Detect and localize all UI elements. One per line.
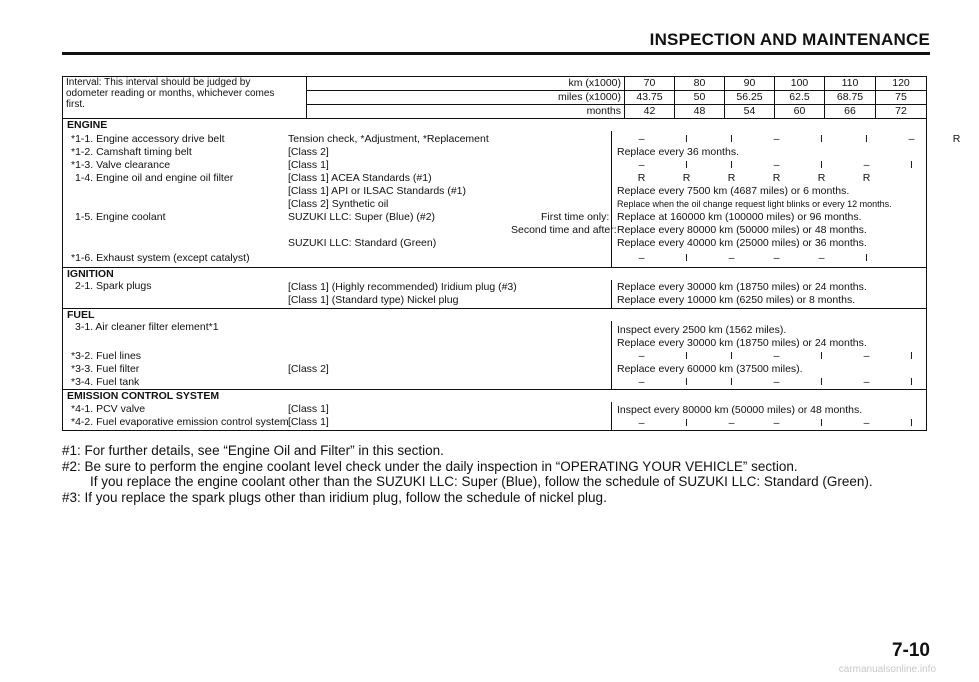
months-value: 42	[625, 105, 675, 119]
miles-value: 43.75	[625, 91, 675, 105]
schedule-text: Inspect every 80000 km (50000 miles) or 48 months.	[617, 404, 863, 416]
row-4-2-codes: – I – – I – I	[638, 417, 913, 429]
schedule-text: Replace at 160000 km (100000 miles) or 96 months.	[617, 211, 862, 223]
row-1-6-codes: – I – – – I	[638, 252, 868, 264]
emission-spec: [Class 1]	[288, 416, 329, 428]
fuel-section	[63, 309, 927, 390]
engine-section	[63, 119, 961, 268]
ignition-section	[63, 268, 927, 309]
fuel-item: 3-1. Air cleaner filter element*1	[75, 321, 219, 333]
engine-item: *1-3. Valve clearance	[71, 159, 171, 171]
emission-spec: [Class 1]	[288, 403, 329, 415]
fuel-spec: [Class 2]	[288, 363, 329, 375]
km-value: 120	[876, 77, 927, 91]
km-value: 80	[675, 77, 725, 91]
schedule-text: Replace every 7500 km (4687 miles) or 6 months.	[617, 185, 850, 197]
km-value: 70	[625, 77, 675, 91]
row-3-4-codes: – I I – I – I	[638, 376, 913, 388]
engine-spec: Tension check, *Adjustment, *Replacement	[288, 133, 489, 145]
schedule-text: Inspect every 2500 km (1562 miles).	[617, 324, 787, 336]
months-label: months	[307, 105, 625, 119]
row-3-2-codes: – I I – I – I	[638, 350, 913, 362]
schedule-text: Replace every 60000 km (37500 miles).	[617, 363, 803, 375]
emission-section	[63, 390, 927, 431]
miles-label: miles (x1000)	[307, 91, 625, 105]
engine-item: 1-4. Engine oil and engine oil filter	[75, 172, 234, 184]
engine-spec: [Class 1] API or ILSAC Standards (#1)	[288, 185, 466, 197]
engine-spec: [Class 1]	[288, 159, 329, 171]
engine-spec: [Class 1] ACEA Standards (#1)	[288, 172, 432, 184]
fuel-item: *3-3. Fuel filter	[71, 363, 140, 375]
footnotes	[62, 443, 942, 505]
months-value: 72	[876, 105, 927, 119]
engine-spec: [Class 2] Synthetic oil	[288, 198, 389, 210]
schedule-text: Replace when the oil change request light blinks or every 12 months.	[617, 199, 892, 209]
fuel-heading: FUEL	[67, 309, 95, 321]
schedule-text: Replace every 30000 km (18750 miles) or 24 months.	[617, 281, 867, 293]
maintenance-schedule-table	[62, 76, 961, 431]
footnote-1: #1: For further details, see “Engine Oil and Filter” in this section.	[62, 443, 444, 458]
engine-spec: SUZUKI LLC: Super (Blue) (#2)	[288, 211, 436, 223]
emission-heading: EMISSION CONTROL SYSTEM	[67, 390, 220, 402]
schedule-text: Replace every 10000 km (6250 miles) or 8 months.	[617, 294, 856, 306]
fuel-item: *3-4. Fuel tank	[71, 376, 140, 388]
footnote-2-continued: If you replace the engine coolant other than the SUZUKI LLC: Super (Blue), follow the schedule of SUZUKI LLC: Standard (Green).	[90, 474, 873, 489]
ignition-item: 2-1. Spark plugs	[75, 280, 152, 292]
schedule-text: Replace every 40000 km (25000 miles) or 36 months.	[617, 237, 867, 249]
km-value: 100	[775, 77, 825, 91]
row-acea-codes: R R R R R R	[637, 172, 871, 184]
ignition-spec: [Class 1] (Standard type) Nickel plug	[288, 294, 459, 306]
km-value: 90	[725, 77, 775, 91]
miles-value: 75	[876, 91, 927, 105]
page-title: INSPECTION AND MAINTENANCE	[649, 30, 930, 49]
miles-value: 68.75	[825, 91, 876, 105]
engine-item: *1-6. Exhaust system (except catalyst)	[71, 252, 250, 264]
schedule-text: Replace every 80000 km (50000 miles) or 48 months.	[617, 224, 867, 236]
interval-description: Interval: This interval should be judged by odometer reading or months, whichever comes first.	[63, 77, 307, 119]
schedule-text: Replace every 30000 km (18750 miles) or 24 months.	[617, 337, 867, 349]
schedule-text: Replace every 36 months.	[617, 146, 739, 158]
header-rule	[62, 52, 930, 55]
km-value: 110	[825, 77, 876, 91]
page-number: 7-10	[891, 640, 930, 661]
months-value: 54	[725, 105, 775, 119]
row-1-3-codes: – I I – I – I	[638, 159, 913, 171]
months-value: 60	[775, 105, 825, 119]
ignition-spec: [Class 1] (Highly recommended) Iridium plug (#3)	[288, 281, 517, 293]
engine-item: *1-2. Camshaft timing belt	[71, 146, 192, 158]
row-1-1-codes: – I I – I I – R	[638, 133, 961, 145]
ignition-heading: IGNITION	[67, 268, 114, 280]
months-value: 66	[825, 105, 876, 119]
km-label: km (x1000)	[307, 77, 625, 91]
months-value: 48	[675, 105, 725, 119]
footnote-3: #3: If you replace the spark plugs other than iridium plug, follow the schedule of nickel plug.	[62, 489, 607, 505]
engine-spec: [Class 2]	[288, 146, 329, 158]
engine-heading: ENGINE	[67, 119, 108, 131]
emission-item: *4-2. Fuel evaporative emission control system	[71, 416, 289, 428]
footnote-2: #2: Be sure to perform the engine coolant level check under the daily inspection in “OPERATING YOUR VEHICLE” section.	[62, 458, 798, 474]
miles-value: 56.25	[725, 91, 775, 105]
engine-item: *1-1. Engine accessory drive belt	[71, 133, 225, 145]
miles-value: 50	[675, 91, 725, 105]
fuel-item: *3-2. Fuel lines	[71, 350, 142, 362]
second-time-label: Second time and after:	[511, 224, 617, 236]
first-time-label: First time only:	[541, 211, 610, 223]
watermark: carmanualsonline.info	[838, 664, 936, 675]
miles-value: 62.5	[775, 91, 825, 105]
engine-spec: SUZUKI LLC: Standard (Green)	[288, 237, 437, 249]
emission-item: *4-1. PCV valve	[71, 403, 146, 415]
engine-item: 1-5. Engine coolant	[75, 211, 166, 223]
